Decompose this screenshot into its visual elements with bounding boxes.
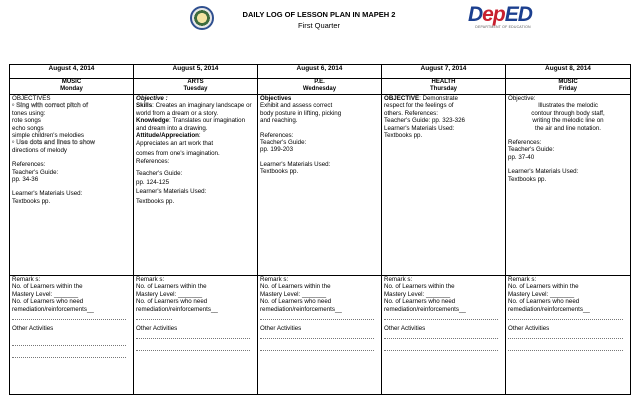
objectives-cell-monday: OBJECTIVES • Sing with correct pitch of tones using: rote songs echo songs simple children's melodies • Use dots and lines to show directions of melody References: Teacher's Guide: pp. 34-36 Learner's Materials Used: Textbooks pp. xyxy=(10,95,134,276)
subject-header: MUSIC Monday xyxy=(10,79,134,95)
remarks-row xyxy=(10,276,631,395)
remarks-cell: Remark s: No. of Learners within the Mastery Level: _______ No. of Learners who need remediation/reinforcements__ Other Activities xyxy=(506,276,631,395)
objectives-cell-friday: Objective: Illustrates the melodic contour through body staff, writing the melodic line on the air and line notation. References: Teacher's Guide: pp. 37-40 Learner's Materials Used: Textbooks pp. xyxy=(506,95,631,276)
remarks-cell: Remark s: No. of Learners within the Mastery Level: _______ No. of Learners who need remediation/reinforcements__ Other Activities xyxy=(382,276,506,395)
date-header: August 5, 2014 xyxy=(134,65,258,79)
objectives-cell-tuesday: Objective : Skills: Creates an imaginary landscape or world from a dream or a story. Knowledge: Translates our imagination and dream into a drawing. Attitude/Appreciation: Appreciates an art work that comes from one's imagination. References: Teacher's Guide: pp. 124-125 Learner's Materials Used: Textbooks pp. xyxy=(134,95,258,276)
date-row xyxy=(10,65,631,79)
objectives-cell-thursday: OBJECTIVE: Demonstrate respect for the feelings of others. References: Teacher's Guide: pp. 323-326 Learner's Materials Used: Textbooks pp. xyxy=(382,95,506,276)
objectives-row xyxy=(10,95,631,276)
subject-row xyxy=(10,79,631,95)
document-title: DAILY LOG OF LESSON PLAN IN MAPEH 2 xyxy=(242,10,396,19)
remarks-cell: Remark s: No. of Learners within the Mastery Level: _______ No. of Learners who need remediation/reinforcements__ Other Activities xyxy=(258,276,382,395)
remarks-cell: Remark s: No. of Learners within the Mastery Level: _______ No. of Learners who need remediation/reinforcements__ Other Activities xyxy=(10,276,134,395)
date-header: August 6, 2014 xyxy=(258,65,382,79)
document-header xyxy=(0,0,638,56)
subject-header: MUSIC Friday xyxy=(506,79,631,95)
date-header: August 4, 2014 xyxy=(10,65,134,79)
lesson-log-table xyxy=(9,64,631,395)
subject-header: P.E. Wednesday xyxy=(258,79,382,95)
subject-header: ARTS Tuesday xyxy=(134,79,258,95)
deped-logo: DepED DEPARTMENT OF EDUCATION xyxy=(468,3,532,29)
quarter-label: First Quarter xyxy=(297,21,341,30)
remarks-cell: Remark s: No. of Learners within the Mastery Level: _______ No. of Learners who need remediation/reinforcements__ Other Activities xyxy=(134,276,258,395)
date-header: August 8, 2014 xyxy=(506,65,631,79)
subject-header: HEALTH Thursday xyxy=(382,79,506,95)
objectives-cell-wednesday: Objectives Exhibit and assess correct body posture in lifting, picking and reaching. References: Teacher's Guide: pp. 199-203 Learner's Materials Used: Textbooks pp. xyxy=(258,95,382,276)
date-header: August 7, 2014 xyxy=(382,65,506,79)
